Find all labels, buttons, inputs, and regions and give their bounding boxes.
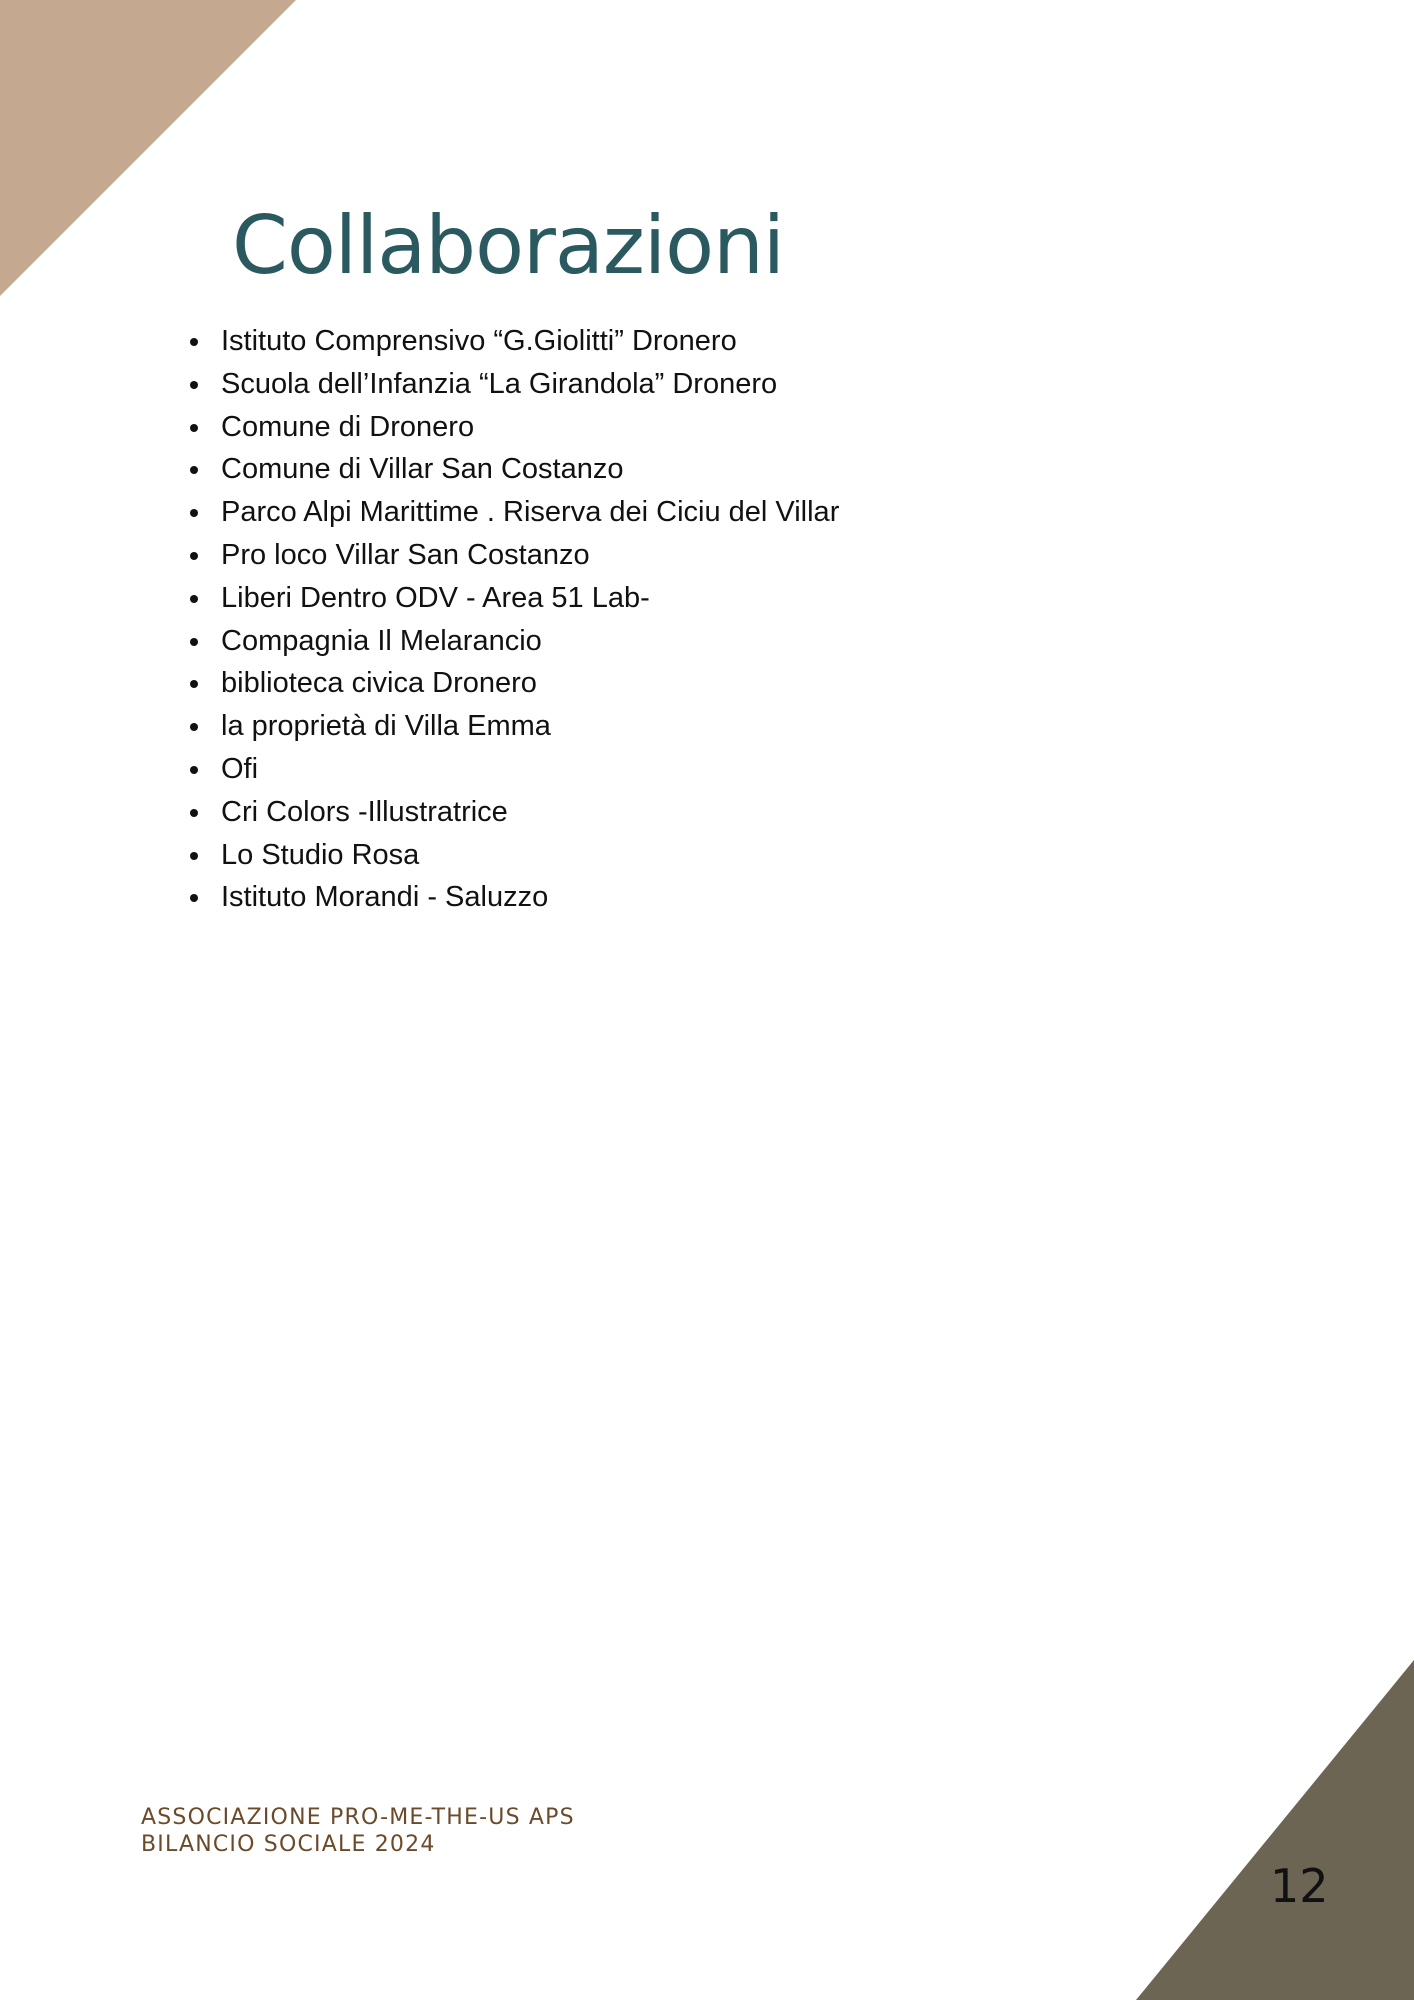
footer-report-title: BILANCIO SOCIALE 2024 bbox=[141, 1832, 436, 1857]
list-item bbox=[186, 705, 839, 748]
bullet-icon bbox=[190, 680, 198, 688]
bullet-icon bbox=[190, 381, 198, 389]
footer-organization: ASSOCIAZIONE PRO-ME-THE-US APS bbox=[141, 1805, 575, 1830]
list-item bbox=[186, 620, 839, 663]
list-item bbox=[186, 876, 839, 919]
list-item-label: Cri Colors -Illustratrice bbox=[221, 795, 508, 828]
list-item bbox=[186, 577, 839, 620]
list-item-label: Compagnia Il Melarancio bbox=[221, 624, 542, 657]
bullet-icon bbox=[190, 638, 198, 646]
list-item-label: Liberi Dentro ODV - Area 51 Lab- bbox=[221, 581, 650, 614]
list-item-label: Comune di Villar San Costanzo bbox=[221, 453, 624, 486]
list-item-label: Pro loco Villar San Costanzo bbox=[221, 538, 590, 571]
corner-decoration-bottom-right bbox=[1136, 1660, 1414, 2000]
list-item-label: Scuola dell’Infanzia “La Girandola” Dronero bbox=[221, 367, 778, 400]
list-item-label: Parco Alpi Marittime . Riserva dei Ciciu del Villar bbox=[221, 496, 840, 529]
list-item bbox=[186, 320, 839, 363]
list-item-label: Istituto Comprensivo “G.Giolitti” Dronero bbox=[221, 325, 737, 357]
page-number: 12 bbox=[1270, 1859, 1329, 1913]
list-item-label: Comune di Dronero bbox=[221, 410, 475, 443]
footer bbox=[141, 1804, 575, 1858]
collaborations-list bbox=[186, 320, 839, 919]
bullet-icon bbox=[190, 552, 198, 560]
bullet-icon bbox=[190, 809, 198, 817]
page-title: Collaborazioni bbox=[232, 199, 785, 292]
list-item-label: la proprietà di Villa Emma bbox=[221, 710, 551, 743]
bullet-icon bbox=[190, 466, 198, 474]
bullet-icon bbox=[190, 509, 198, 517]
list-item bbox=[186, 534, 839, 577]
bullet-icon bbox=[190, 424, 198, 432]
list-item bbox=[186, 406, 839, 449]
list-item bbox=[186, 448, 839, 491]
list-item bbox=[186, 491, 839, 534]
list-item-label: biblioteca civica Dronero bbox=[221, 667, 537, 700]
bullet-icon bbox=[190, 894, 198, 902]
list-item bbox=[186, 662, 839, 705]
bullet-icon bbox=[190, 595, 198, 603]
bullet-icon bbox=[190, 338, 198, 346]
list-item bbox=[186, 791, 839, 834]
bullet-icon bbox=[190, 852, 198, 860]
list-item-label: Ofi bbox=[221, 752, 259, 785]
list-item-label: Lo Studio Rosa bbox=[221, 838, 420, 871]
list-item bbox=[186, 748, 839, 791]
list-item bbox=[186, 834, 839, 877]
list-item bbox=[186, 363, 839, 406]
bullet-icon bbox=[190, 766, 198, 774]
bullet-icon bbox=[190, 723, 198, 731]
list-item-label: Istituto Morandi - Saluzzo bbox=[221, 881, 549, 914]
